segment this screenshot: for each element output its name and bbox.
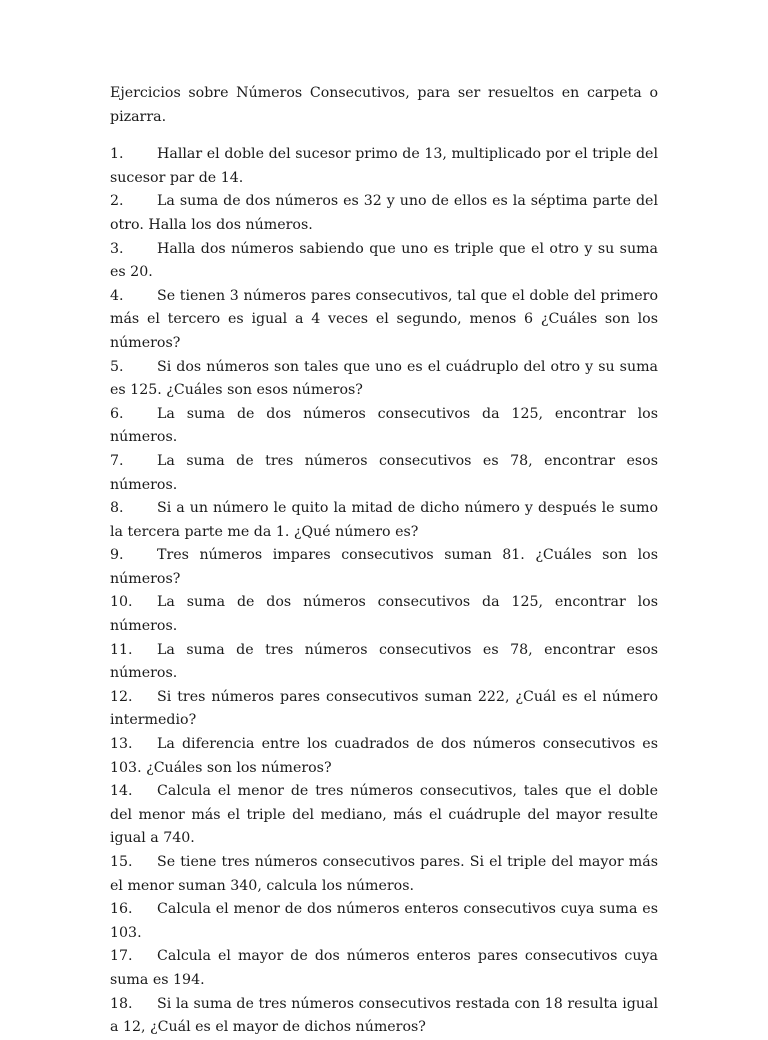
exercise-text: Calcula el menor de tres números consecutivos, tales que el doble del menor más el triple del mediano, más el cuádruple del mayor resulte igual a 740. xyxy=(110,783,658,847)
exercise-text: La diferencia entre los cuadrados de dos números consecutivos es 103. ¿Cuáles son los números? xyxy=(110,736,658,776)
exercise-number: 3. xyxy=(110,240,124,257)
exercise-item xyxy=(110,993,658,1040)
exercise-number: 4. xyxy=(110,287,124,304)
exercise-number: 7. xyxy=(110,452,124,469)
exercise-item xyxy=(110,285,658,356)
exercise-text: Si la suma de tres números consecutivos restada con 18 resulta igual a 12, ¿Cuál es el mayor de dichos números? xyxy=(110,995,658,1036)
exercise-text: Calcula el mayor de dos números enteros pares consecutivos cuya suma es 194. xyxy=(110,948,658,988)
exercise-number: 15. xyxy=(110,854,133,870)
exercise-text: Se tienen 3 números pares consecutivos, tal que el doble del primero más el tercero es igual a 4 veces el segundo, menos 6 ¿Cuáles son los números? xyxy=(110,287,658,351)
exercise-number: 17. xyxy=(110,948,133,965)
exercise-text: Tres números impares consecutivos suman 81. ¿Cuáles son los números? xyxy=(110,547,658,587)
exercise-item xyxy=(110,851,658,898)
exercise-text: Halla dos números sabiendo que uno es triple que el otro y su suma es 20. xyxy=(110,240,658,281)
exercise-item xyxy=(110,403,658,450)
exercise-number: 13. xyxy=(110,736,133,753)
exercise-item xyxy=(110,190,658,237)
exercise-text: Hallar el doble del sucesor primo de 13, multiplicado por el triple del sucesor par de 14. xyxy=(110,146,658,186)
exercise-item xyxy=(110,733,658,780)
exercise-text: Si dos números son tales que uno es el cuádruplo del otro y su suma es 125. ¿Cuáles son esos números? xyxy=(110,358,658,399)
exercise-number: 18. xyxy=(110,995,133,1012)
exercise-text: La suma de dos números consecutivos da 125, encontrar los números. xyxy=(110,594,658,635)
exercise-number: 1. xyxy=(110,146,124,163)
exercise-number: 9. xyxy=(110,547,124,564)
exercise-item xyxy=(110,238,658,285)
exercise-item xyxy=(110,686,658,733)
exercise-number: 8. xyxy=(110,500,124,517)
exercise-item xyxy=(110,898,658,945)
exercise-text: Si tres números pares consecutivos suman 222, ¿Cuál es el número intermedio? xyxy=(110,688,658,729)
exercise-text: La suma de tres números consecutivos es 78, encontrar esos números. xyxy=(110,452,658,493)
exercise-text: La suma de dos números consecutivos da 125, encontrar los números. xyxy=(110,405,658,446)
exercise-number: 2. xyxy=(110,193,124,210)
exercise-item xyxy=(110,780,658,851)
exercise-item xyxy=(110,497,658,544)
exercise-number: 16. xyxy=(110,901,133,918)
exercise-item xyxy=(110,143,658,190)
exercise-number: 5. xyxy=(110,358,124,375)
exercise-item xyxy=(110,591,658,638)
exercise-text: Se tiene tres números consecutivos pares. Si el triple del mayor más el menor suman 340, calcula los números. xyxy=(110,854,658,894)
exercise-number: 10. xyxy=(110,594,133,611)
exercise-item xyxy=(110,544,658,591)
exercise-number: 12. xyxy=(110,688,133,705)
intro-paragraph: Ejercicios sobre Números Consecutivos, para ser resueltos en carpeta o pizarra. xyxy=(110,85,658,125)
exercise-item xyxy=(110,945,658,992)
exercise-item xyxy=(110,639,658,686)
exercise-number: 11. xyxy=(110,641,133,658)
exercise-text: Calcula el menor de dos números enteros consecutivos cuya suma es 103. xyxy=(110,901,658,941)
exercise-list xyxy=(110,143,658,1040)
exercise-item xyxy=(110,450,658,497)
exercise-text: Si a un número le quito la mitad de dicho número y después le sumo la tercera parte me da 1. ¿Qué número es? xyxy=(110,500,658,540)
exercise-number: 14. xyxy=(110,783,133,800)
exercise-number: 6. xyxy=(110,405,124,422)
exercise-text: La suma de tres números consecutivos es 78, encontrar esos números. xyxy=(110,641,658,682)
exercise-item xyxy=(110,356,658,403)
exercise-text: La suma de dos números es 32 y uno de ellos es la séptima parte del otro. Halla los dos números. xyxy=(110,193,658,233)
